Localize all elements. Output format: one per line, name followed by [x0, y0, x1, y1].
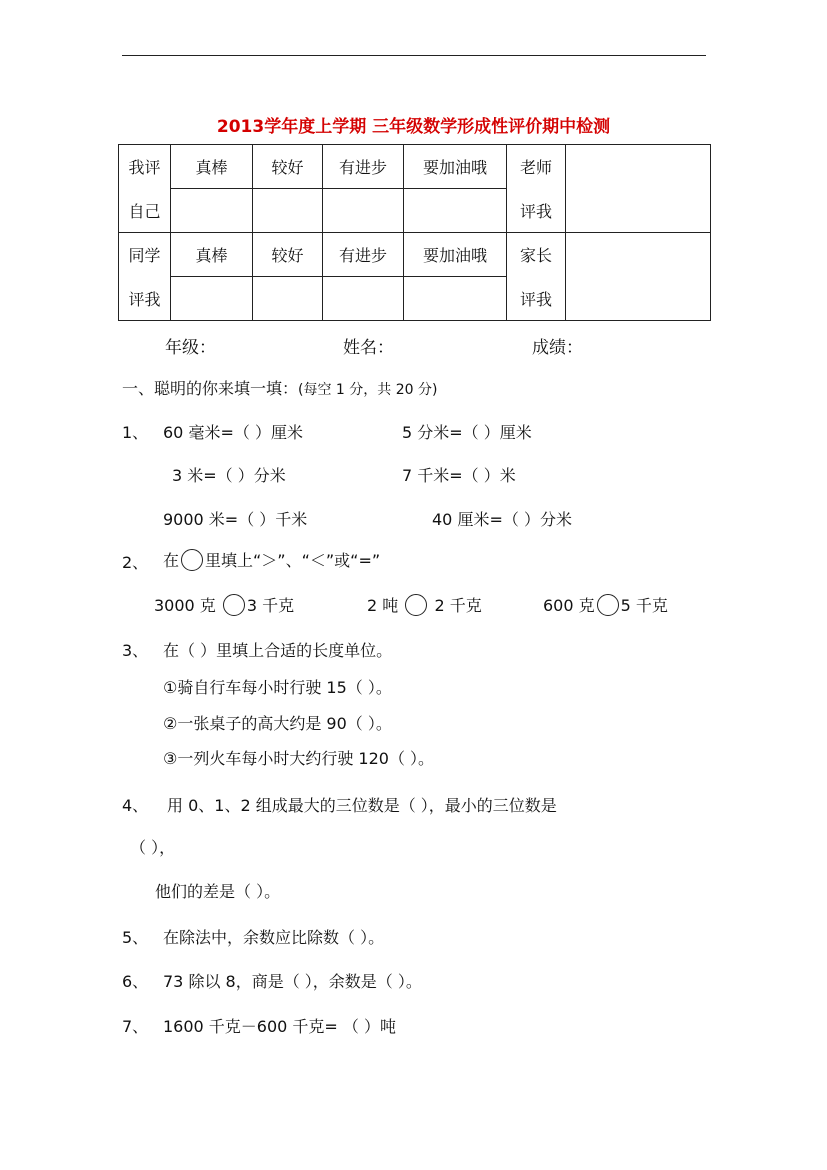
q2-a-right: 3 千克 [246, 596, 295, 615]
q2-number: 2、 [122, 553, 149, 572]
grade-label: 年级： [165, 338, 216, 358]
grade-good: 较好 [253, 145, 323, 189]
q1-item-f: 40 厘米=（ ）分米 [432, 510, 572, 529]
circle-icon [181, 549, 203, 571]
q7-text: 1600 千克－600 千克= （ ）吨 [163, 1017, 397, 1036]
grade-keep-trying: 要加油哦 [404, 233, 507, 277]
parent-eval-label-top: 家长 [507, 233, 566, 277]
grade-keep-trying: 要加油哦 [404, 145, 507, 189]
q1-item-d: 7 千米=（ ）米 [402, 466, 516, 485]
q3-item-c: ③一列火车每小时大约行驶 120（ ）。 [163, 749, 435, 768]
grade-improving: 有进步 [323, 233, 404, 277]
q2-instruction [163, 548, 380, 571]
self-eval-label-top: 我评 [119, 145, 171, 189]
grade-excellent: 真棒 [171, 145, 253, 189]
q4-continued: （ ）， [130, 838, 176, 857]
score-label: 成绩： [532, 338, 583, 358]
q2-b-right: 2 千克 [434, 596, 482, 615]
grade-improving: 有进步 [323, 145, 404, 189]
name-label: 姓名： [343, 338, 394, 358]
parent-eval-label-bottom: 评我 [507, 277, 566, 321]
compare-circle-a[interactable] [223, 594, 245, 616]
q2-c-left: 600 克 [543, 596, 595, 615]
grade-excellent: 真棒 [171, 233, 253, 277]
q2-compare-c [543, 593, 668, 616]
q3-item-a: ①骑自行车每小时行驶 15（ ）。 [163, 678, 392, 697]
self-eval-label-bottom: 自己 [119, 189, 171, 233]
peer-check-good[interactable] [253, 277, 323, 321]
q1-item-b: 5 分米=（ ）厘米 [402, 423, 532, 442]
peer-eval-label-bottom: 评我 [119, 277, 171, 321]
compare-circle-c[interactable] [597, 594, 619, 616]
teacher-eval-box[interactable] [566, 145, 711, 233]
grade-good: 较好 [253, 233, 323, 277]
q1-number: 1、 [122, 423, 149, 442]
self-check-keep-trying[interactable] [404, 189, 507, 233]
self-check-improving[interactable] [323, 189, 404, 233]
q4-text2: 他们的差是（ ）。 [155, 882, 281, 901]
section-note: (每空 1 分，共 20 分) [298, 382, 438, 398]
q1-item-e: 9000 米=（ ）千米 [163, 510, 308, 529]
section-title: 一、聪明的你来填一填： [122, 379, 299, 398]
q3-number: 3、 [122, 641, 149, 660]
parent-eval-box[interactable] [566, 233, 711, 321]
self-check-good[interactable] [253, 189, 323, 233]
compare-circle-b[interactable] [405, 594, 427, 616]
self-check-excellent[interactable] [171, 189, 253, 233]
q2-b-left: 2 吨 [367, 596, 399, 615]
q4-number: 4、 [122, 796, 149, 815]
q1-item-a: 60 毫米=（ ）厘米 [163, 423, 303, 442]
q6-text: 73 除以 8，商是（ ），余数是（ ）。 [163, 972, 422, 991]
evaluation-table [118, 144, 711, 321]
teacher-eval-label-bottom: 评我 [507, 189, 566, 233]
peer-check-keep-trying[interactable] [404, 277, 507, 321]
peer-check-improving[interactable] [323, 277, 404, 321]
q3-item-b: ②一张桌子的高大约是 90（ ）。 [163, 714, 392, 733]
teacher-eval-label-top: 老师 [507, 145, 566, 189]
q7-number: 7、 [122, 1017, 149, 1036]
page-title: 2013学年度上学期 三年级数学形成性评价期中检测 [216, 117, 611, 137]
q2-pre: 在 [163, 551, 180, 570]
header-rule [122, 55, 706, 56]
q5-text: 在除法中，余数应比除数（ ）。 [163, 928, 385, 947]
q4-text: 用 0、1、2 组成最大的三位数是（ ），最小的三位数是 [167, 796, 557, 815]
q2-c-right: 5 千克 [620, 596, 668, 615]
q6-number: 6、 [122, 972, 149, 991]
peer-eval-label-top: 同学 [119, 233, 171, 277]
q5-number: 5、 [122, 928, 149, 947]
q2-a-left: 3000 克 [154, 596, 216, 615]
peer-check-excellent[interactable] [171, 277, 253, 321]
q2-compare-b [367, 593, 482, 616]
q2-post: 里填上“＞”、“＜”或“=” [205, 551, 381, 570]
q1-item-c: 3 米=（ ）分米 [172, 466, 286, 485]
q2-compare-a [154, 593, 294, 616]
section-heading [122, 376, 437, 399]
q3-instruction: 在（ ）里填上合适的长度单位。 [163, 641, 393, 660]
